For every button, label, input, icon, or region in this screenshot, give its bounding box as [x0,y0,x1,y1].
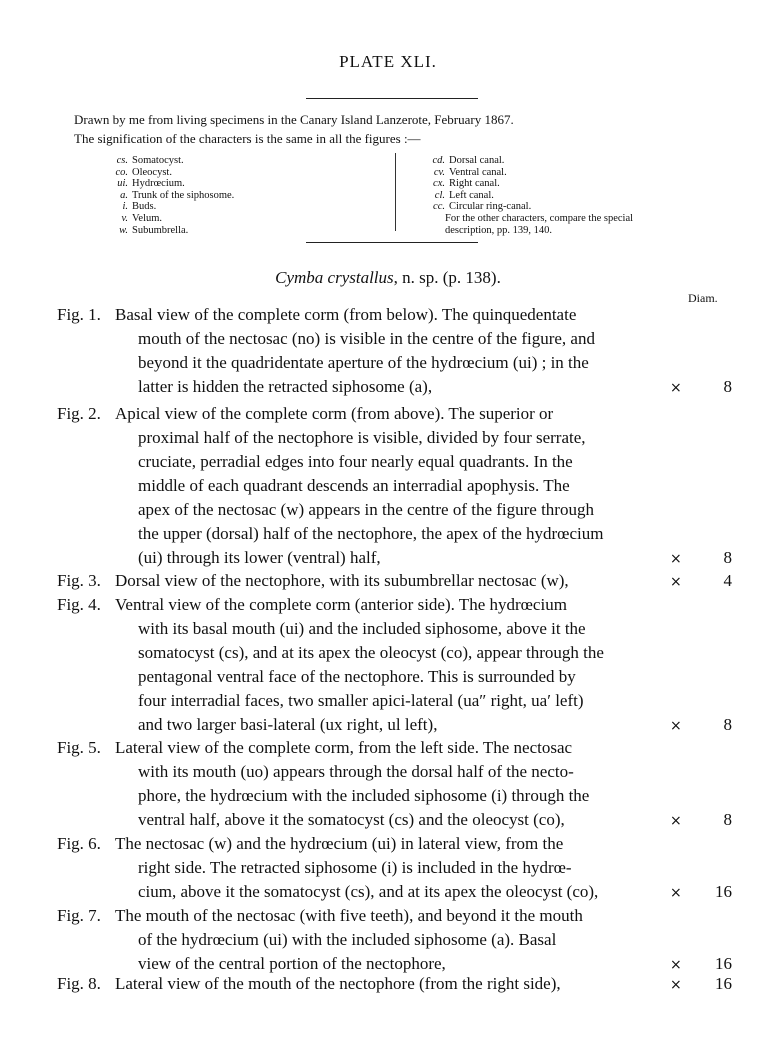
figure-text: view of the central portion of the nectophore, [138,954,446,973]
legend-note-line-1: For the other characters, compare the special [445,212,634,224]
figure-text: Basal view of the complete corm (from below). The quinquedentate [115,305,577,324]
legend-item [425,190,633,202]
legend-divider [395,153,396,231]
legend-text: Hydrœcium. [132,178,185,190]
figure-text: the upper (dorsal) half of the nectophore, the apex of the hydrœcium [138,524,604,543]
figure-text: The mouth of the nectosac (with five teeth), and beyond it the mouth [115,906,583,925]
figure-text: beyond it the quadridentate aperture of the hydrœcium (ui) ; in the [138,353,589,372]
legend-text: Velum. [132,212,163,224]
magnification-value: 8 [723,810,732,829]
figure-line-row [57,784,721,808]
magnification-value: 16 [715,974,732,993]
legend-abbr: cd. [432,155,445,166]
legend-text: Left canal. [449,189,494,201]
figure-line-row [57,641,721,665]
figure-text: of the hydrœcium (ui) with the included siphosome (a). Basal [138,930,557,949]
figure-line-row [57,856,721,880]
figure-line-row [57,303,721,327]
times-sign: × [670,551,682,567]
figure-text: The nectosac (w) and the hydrœcium (ui) in lateral view, from the [115,834,564,853]
times-sign: × [670,885,682,901]
figure-line-row [57,904,721,928]
figure-entry [57,832,732,904]
figure-line-row [57,880,732,904]
figure-text: proximal half of the nectophore is visible, divided by four serrate, [138,428,586,447]
legend-item [425,201,633,213]
magnification [670,546,730,571]
figure-line-row [57,736,721,760]
legend-abbr: ui. [117,178,128,190]
magnification [670,713,730,738]
legend-abbr: w. [119,224,128,236]
magnification [670,569,730,594]
magnification [670,808,730,833]
legend-item [100,167,234,179]
legend-item [100,178,234,190]
figure-text: with its basal mouth (ui) and the included siphosome, above it the [138,619,586,638]
magnification-value: 16 [715,882,732,901]
figure-text: somatocyst (cs), and at its apex the oleocyst (co), appear through the [138,643,604,662]
figure-text: ventral half, above it the somatocyst (cs) and the oleocyst (co), [138,810,565,829]
legend-left-column [100,155,234,236]
figure-line-row [57,593,721,617]
magnification-value: 8 [723,377,732,396]
legend-item [100,201,234,213]
figure-text: four interradial faces, two smaller apici-lateral (ua″ right, ua′ left) [138,691,584,710]
figure-line-row [57,760,721,784]
legend-text: Ventral canal. [449,166,507,178]
legend-abbr: v. [121,212,128,224]
legend-abbr: cs. [116,155,128,166]
figure-line-row [57,498,721,522]
page-title: PLATE XLI. [339,52,437,71]
figure-label: Fig. 3. [57,571,101,590]
legend-note-line-2: description, pp. 139, 140. [445,224,553,236]
figure-text: apex of the nectosac (w) appears in the centre of the figure through [138,500,594,519]
figure-text: Ventral view of the complete corm (anterior side). The hydrœcium [115,595,567,614]
figure-line-row [57,450,721,474]
magnification [670,972,730,997]
figure-text: cium, above it the somatocyst (cs), and at its apex the oleocyst (co), [138,882,599,901]
figure-label: Fig. 5. [57,738,101,757]
figure-text: and two larger basi-lateral (ux right, ul left), [138,715,438,734]
figure-label: Fig. 2. [57,404,101,423]
figure-line-row [57,474,721,498]
intro-line-1: Drawn by me from living specimens in the Canary Island Lanzerote, February 1867. [74,112,514,127]
magnification [670,880,730,905]
legend-item [100,213,234,225]
figure-text: right side. The retracted siphosome (i) is included in the hydrœ- [138,858,572,877]
figure-text: Dorsal view of the nectophore, with its subumbrellar nectosac (w), [115,571,569,590]
legend [100,155,700,235]
figure-entry [57,904,732,976]
figure-line-row [57,665,721,689]
magnification-value: 8 [723,715,732,734]
figure-line-row [57,351,721,375]
legend-item [425,167,633,179]
figure-entry [57,736,732,832]
times-sign: × [670,718,682,734]
figure-entry [57,593,732,737]
figure-line-row [57,928,721,952]
figure-text: (ui) through its lower (ventral) half, [138,548,381,567]
legend-item [100,190,234,202]
legend-abbr: i. [122,201,128,213]
diam-label: Diam. [688,291,718,305]
figure-label: Fig. 4. [57,595,101,614]
figure-text: phore, the hydrœcium with the included siphosome (i) through the [138,786,590,805]
figure-text: middle of each quadrant descends an interradial apophysis. The [138,476,570,495]
legend-text: Circular ring-canal. [449,201,532,213]
times-sign: × [670,380,682,396]
legend-item [100,155,234,167]
figure-text: Lateral view of the mouth of the nectophore (from the right side), [115,974,561,993]
magnification [670,375,730,400]
rule-bottom [306,242,478,243]
legend-text: Trunk of the siphosome. [132,189,235,201]
figure-label: Fig. 1. [57,305,101,324]
legend-abbr: cc. [433,201,445,213]
figure-line-row [57,426,721,450]
figure-line-row [57,402,721,426]
figure-entry [57,569,732,593]
legend-text: Dorsal canal. [449,155,505,166]
times-sign: × [670,957,682,973]
legend-text: Right canal. [449,178,500,190]
times-sign: × [670,977,682,993]
legend-abbr: a. [120,189,128,201]
figure-entry [57,402,732,570]
figure-text: mouth of the nectosac (no) is visible in the centre of the figure, and [138,329,595,348]
legend-abbr: cl. [434,189,445,201]
figure-line-row [57,832,721,856]
legend-right-column [425,155,633,236]
figure-line-row [57,375,732,399]
magnification-value: 16 [715,954,732,973]
species-name: Cymba crystallus [275,268,394,287]
figure-label: Fig. 7. [57,906,101,925]
intro-line-2: The signification of the characters is the same in all the figures :— [74,131,421,146]
legend-abbr: cv. [433,166,445,178]
figure-line-row [57,546,732,570]
legend-abbr: cx. [433,178,445,190]
figure-label: Fig. 6. [57,834,101,853]
magnification-value: 4 [723,571,732,590]
figure-entry [57,972,732,996]
figure-line-row [57,569,732,593]
legend-text: Somatocyst. [132,155,184,166]
figure-text: latter is hidden the retracted siphosome (a), [138,377,433,396]
figure-label: Fig. 8. [57,974,101,993]
legend-abbr: co. [115,166,128,178]
figure-entry [57,303,732,399]
figure-line-row [57,522,721,546]
legend-text: Subumbrella. [132,224,189,236]
legend-text: Oleocyst. [132,166,172,178]
legend-item [425,155,633,167]
figure-text: Apical view of the complete corm (from above). The superior or [115,404,554,423]
figure-text: Lateral view of the complete corm, from the left side. The nectosac [115,738,573,757]
legend-item [100,225,234,237]
figure-text: with its mouth (uo) appears through the dorsal half of the necto- [138,762,574,781]
legend-item [425,178,633,190]
magnification-value: 8 [723,548,732,567]
rule-top [306,98,478,99]
figure-text: pentagonal ventral face of the nectophore. This is surrounded by [138,667,576,686]
times-sign: × [670,813,682,829]
species-heading [0,268,776,288]
legend-text: Buds. [132,201,157,213]
figure-text: cruciate, perradial edges into four nearly equal quadrants. In the [138,452,573,471]
figure-line-row [57,808,732,832]
figure-line-row [57,689,721,713]
figure-line-row [57,327,721,351]
figure-line-row [57,972,732,996]
figure-line-row [57,617,721,641]
times-sign: × [670,574,682,590]
species-suffix: , n. sp. (p. 138). [393,268,501,287]
figure-line-row [57,713,732,737]
